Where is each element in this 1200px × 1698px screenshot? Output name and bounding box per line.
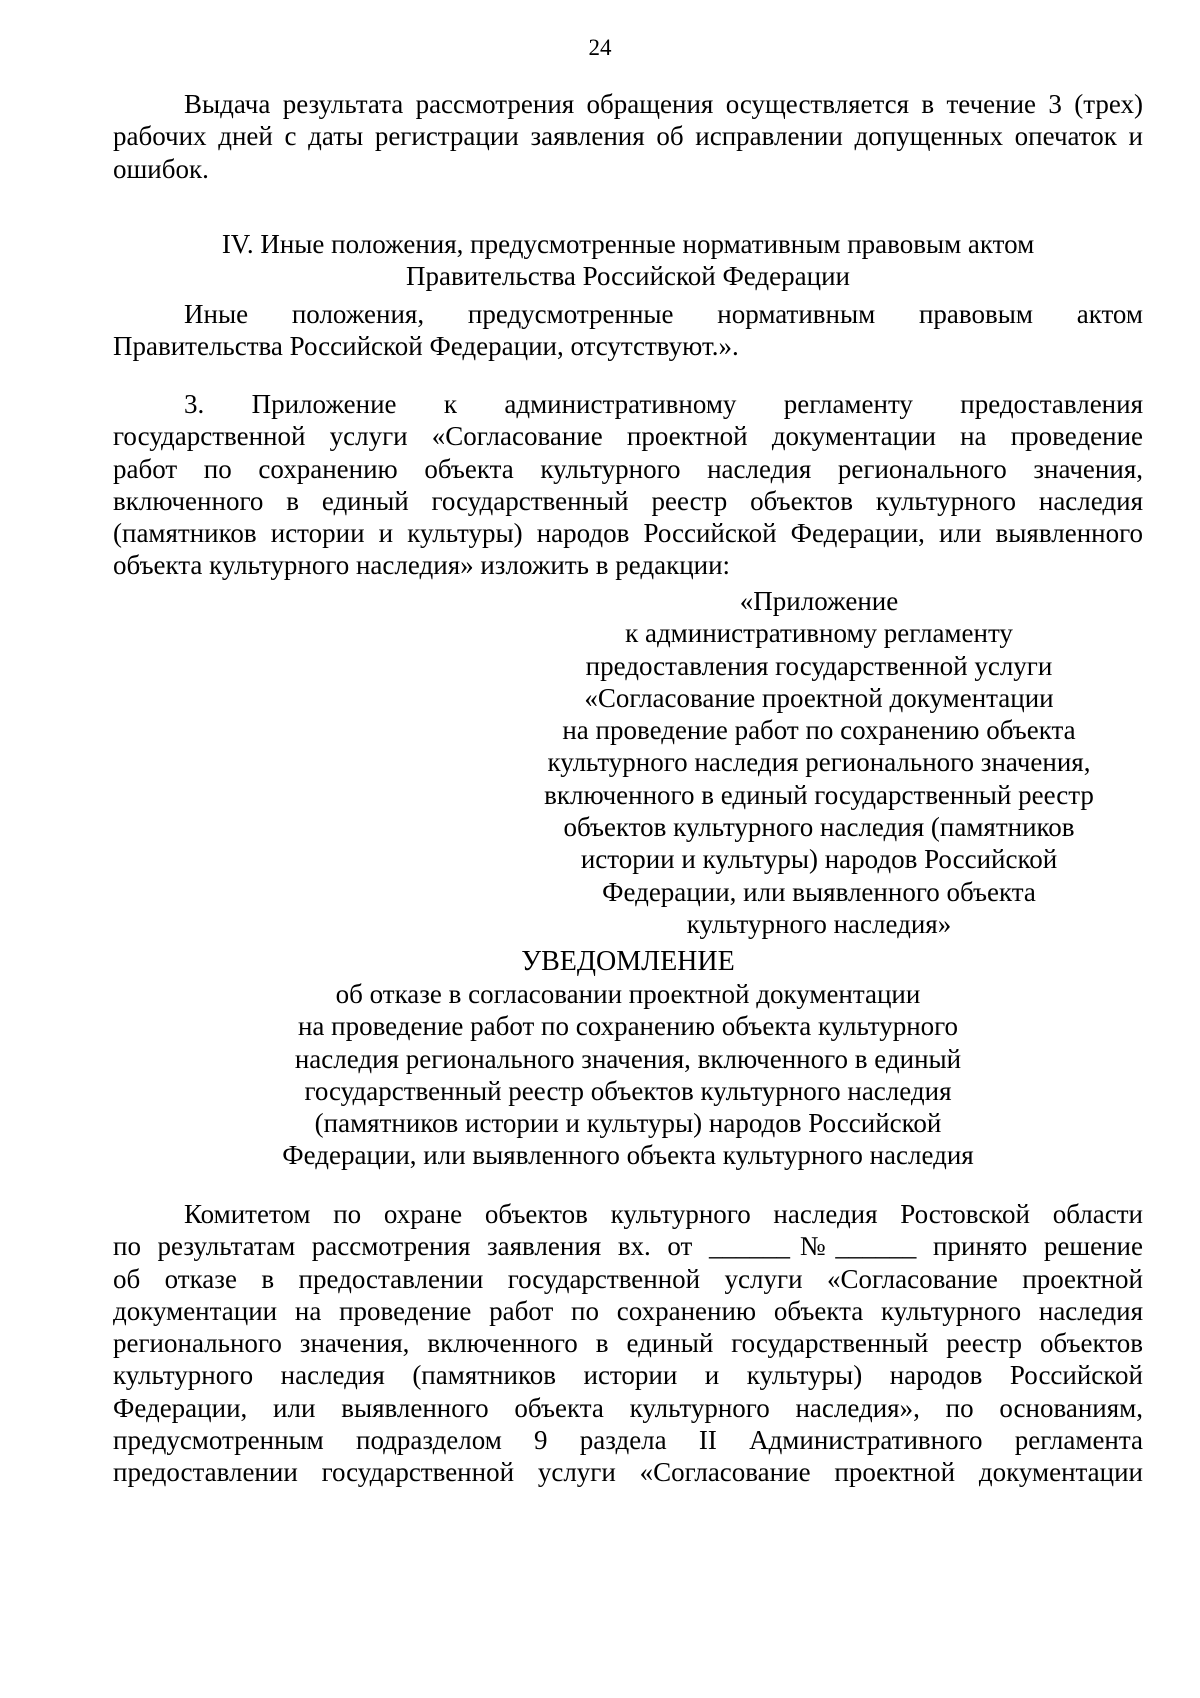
item-3-paragraph bbox=[113, 388, 1143, 582]
notice-subtitle-line: Федерации, или выявленного объекта культурного наследия bbox=[282, 1140, 974, 1171]
decision-line: Комитетом по охране объектов культурного наследия Ростовской области bbox=[184, 1199, 1143, 1229]
intro-line: Выдача результата рассмотрения обращения осуществляется в течение 3 (трех) bbox=[184, 89, 1143, 119]
notice-subtitle-line: государственный реестр объектов культурного наследия bbox=[304, 1075, 952, 1106]
notice-subtitle-line: на проведение работ по сохранению объекта культурного bbox=[297, 1011, 959, 1042]
item-3-line: работ по сохранению объекта культурного наследия регионального значения, bbox=[113, 453, 1143, 484]
decision-line: культурного наследия (памятников истории и культуры) народов Российской bbox=[113, 1360, 1143, 1391]
decision-line: по результатам рассмотрения заявления вх. от ______№______ принято решение bbox=[113, 1231, 1143, 1262]
notice-subtitle-line: наследия регионального значения, включенного в единый bbox=[294, 1043, 962, 1074]
intro-paragraph bbox=[113, 88, 1143, 185]
appendix-line: на проведение работ по сохранению объекта bbox=[562, 715, 1076, 746]
notice-subtitle-line: об отказе в согласовании проектной документации bbox=[335, 979, 921, 1009]
item-3-line: (памятников истории и культуры) народов Российской Федерации, или выявленного bbox=[113, 518, 1143, 549]
section-iv-body bbox=[113, 298, 1143, 363]
decision-line: документации на проведение работ по сохранению объекта культурного наследия bbox=[113, 1295, 1143, 1326]
intro-line: рабочих дней с даты регистрации заявления об исправлении допущенных опечаток и bbox=[113, 121, 1143, 152]
appendix-line: включенного в единый государственный реестр bbox=[544, 779, 1094, 810]
item-3-line: включенного в единый государственный реестр объектов культурного наследия bbox=[113, 485, 1143, 516]
notice-title: УВЕДОМЛЕНИЕ bbox=[521, 946, 735, 977]
decision-line: предусмотренным подразделом 9 раздела II Административного регламента bbox=[113, 1425, 1143, 1456]
appendix-caption bbox=[495, 585, 1143, 940]
appendix-line: к административному регламенту bbox=[625, 618, 1013, 649]
section-iv-body-line: Иные положения, предусмотренные нормативным правовым актом bbox=[184, 299, 1143, 329]
decision-line: регионального значения, включенного в единый государственный реестр объектов bbox=[113, 1328, 1143, 1359]
appendix-line: «Приложение bbox=[739, 586, 899, 616]
decision-line: об отказе в предоставлении государственной услуги «Согласование проектной bbox=[113, 1263, 1143, 1294]
item-3-line: 3. Приложение к административному регламенту предоставления bbox=[184, 389, 1143, 419]
item-3-line: объекта культурного наследия» изложить в редакции: bbox=[113, 550, 731, 581]
appendix-line: истории и культуры) народов Российской bbox=[580, 844, 1058, 875]
decision-line: Федерации, или выявленного объекта культурного наследия», по основаниям, bbox=[113, 1392, 1143, 1423]
appendix-line: предоставления государственной услуги bbox=[585, 650, 1053, 681]
intro-line: ошибок. bbox=[113, 153, 209, 184]
decision-line: предоставлении государственной услуги «Согласование проектной документации bbox=[113, 1457, 1143, 1488]
section-iv-heading bbox=[113, 228, 1143, 293]
section-iv-body-line: Правительства Российской Федерации, отсутствуют.». bbox=[113, 331, 739, 362]
section-iv-heading-line: IV. Иные положения, предусмотренные нормативным правовым актом bbox=[221, 229, 1035, 259]
notice-subtitle-line: (памятников истории и культуры) народов Российской bbox=[314, 1108, 942, 1139]
page-number: 24 bbox=[588, 35, 612, 60]
appendix-line: Федерации, или выявленного объекта bbox=[602, 876, 1036, 907]
appendix-line: культурного наследия» bbox=[686, 908, 952, 939]
section-iv-heading-line: Правительства Российской Федерации bbox=[406, 261, 850, 292]
notice-subtitle bbox=[113, 978, 1143, 1172]
item-3-line: государственной услуги «Согласование проектной документации на проведение bbox=[113, 421, 1143, 452]
decision-paragraph bbox=[113, 1198, 1143, 1489]
appendix-line: «Согласование проектной документации bbox=[584, 682, 1054, 713]
appendix-line: объектов культурного наследия (памятников bbox=[563, 812, 1075, 843]
appendix-line: культурного наследия регионального значения, bbox=[547, 747, 1091, 778]
